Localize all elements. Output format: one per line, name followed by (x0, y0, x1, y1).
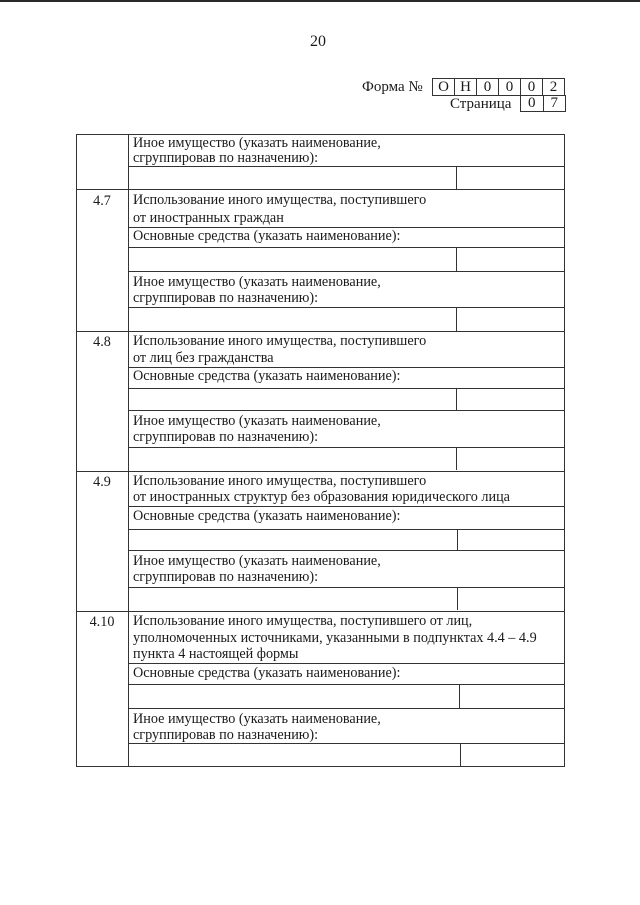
section-title: от лиц без гражданства (133, 350, 274, 366)
fixed-assets-label: Основные средства (указать наименование): (133, 665, 401, 681)
fixed-assets-name-input[interactable] (129, 685, 459, 708)
section-divider (76, 611, 565, 612)
table-border-left (76, 134, 77, 766)
property-usage-table (76, 134, 565, 766)
section-title: пункта 4 настоящей формы (133, 646, 299, 662)
row-divider (128, 550, 565, 551)
other-property-value-input[interactable] (461, 744, 564, 766)
other-property-value-input[interactable] (458, 588, 564, 610)
section-number: 4.10 (89, 614, 115, 630)
scan-top-edge (0, 0, 640, 2)
form-number-box (432, 78, 565, 96)
other-property-label: сгруппировав по назначению): (133, 429, 319, 445)
other-property-label: Иное имущество (указать наименование, (133, 413, 381, 429)
other-property-label: сгруппировав по назначению): (133, 569, 319, 585)
other-property-label: Иное имущество (указать наименование, (133, 274, 381, 290)
section-divider (76, 331, 565, 332)
fixed-assets-value-input[interactable] (460, 685, 564, 708)
row-divider (128, 410, 565, 411)
section-divider (76, 189, 565, 190)
other-property-label: сгруппировав по назначению): (133, 727, 319, 743)
section-title: Использование иного имущества, поступившего (133, 333, 427, 349)
fixed-assets-name-input[interactable] (129, 530, 456, 550)
section-title: от иностранных граждан (133, 210, 284, 226)
other-property-name-input[interactable] (129, 167, 456, 189)
other-property-label: Иное имущество (указать наименование, (133, 711, 381, 727)
other-property-name-input[interactable] (129, 744, 460, 766)
row-divider (128, 271, 565, 272)
fixed-assets-name-input[interactable] (129, 389, 456, 410)
section-number: 4.8 (93, 334, 111, 350)
page-code-cell: 0 (521, 95, 544, 111)
section-divider (76, 471, 565, 472)
section-number: 4.7 (93, 193, 111, 209)
page-code-cell: 7 (544, 95, 567, 111)
fixed-assets-label: Основные средства (указать наименование): (133, 228, 401, 244)
section-title: уполномоченных источниками, указанными в подпунктах 4.4 – 4.9 (133, 630, 537, 646)
row-divider (128, 663, 565, 664)
fixed-assets-label: Основные средства (указать наименование): (133, 368, 401, 384)
other-property-name-input[interactable] (129, 448, 456, 470)
page-number-box (520, 95, 566, 112)
other-property-name-input[interactable] (129, 588, 457, 610)
page-label: Страница (450, 96, 512, 112)
table-border-right (564, 134, 565, 766)
row-divider (128, 506, 565, 507)
form-code-cell: 2 (543, 79, 565, 95)
form-code-cell: 0 (499, 79, 521, 95)
fixed-assets-value-input[interactable] (457, 389, 564, 410)
other-property-value-input[interactable] (457, 308, 564, 330)
other-property-label: Иное имущество (указать наименование, (133, 553, 381, 569)
table-border-bottom (76, 766, 565, 767)
page-number: 20 (310, 33, 326, 50)
form-code-cell: Н (455, 79, 477, 95)
fixed-assets-label: Основные средства (указать наименование): (133, 508, 401, 524)
section-title: Использование иного имущества, поступившего от лиц, (133, 613, 473, 629)
other-property-label: сгруппировав по назначению): (133, 150, 319, 166)
other-property-label: Иное имущество (указать наименование, (133, 135, 381, 151)
section-title: от иностранных структур без образования юридического лица (133, 489, 510, 505)
form-number-label: Форма № (362, 79, 423, 95)
fixed-assets-name-input[interactable] (129, 248, 456, 270)
other-property-value-input[interactable] (457, 167, 564, 189)
section-title: Использование иного имущества, поступившего (133, 473, 427, 489)
row-divider (128, 708, 565, 709)
form-code-cell: 0 (521, 79, 543, 95)
fixed-assets-value-input[interactable] (458, 530, 564, 550)
form-code-cell: О (433, 79, 455, 95)
fixed-assets-value-input[interactable] (457, 248, 564, 270)
section-title: Использование иного имущества, поступившего (133, 192, 427, 208)
other-property-name-input[interactable] (129, 308, 456, 330)
form-code-cell: 0 (477, 79, 499, 95)
other-property-value-input[interactable] (457, 448, 564, 470)
section-number: 4.9 (93, 474, 111, 490)
other-property-label: сгруппировав по назначению): (133, 290, 319, 306)
